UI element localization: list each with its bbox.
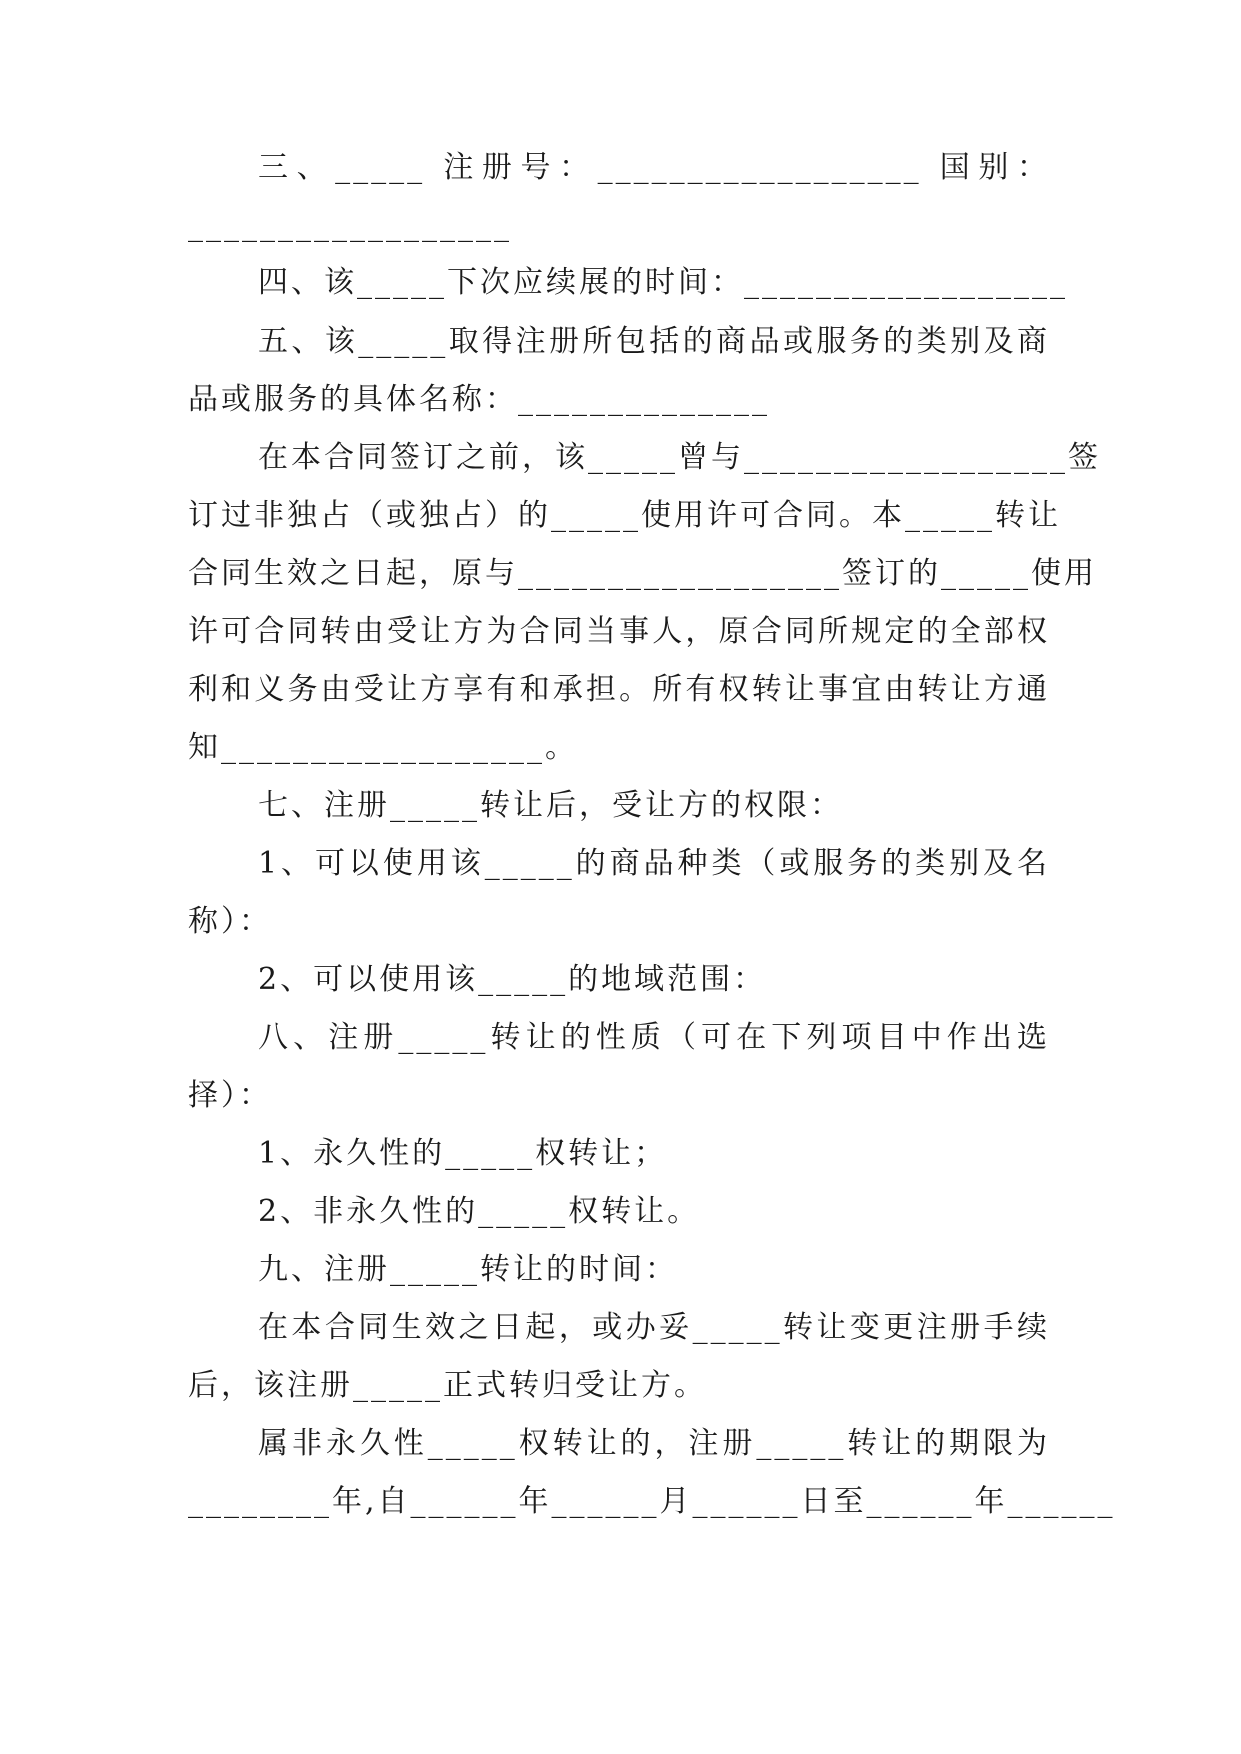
text-line: 九、注册_____转让的时间： bbox=[258, 1252, 678, 1287]
text-line: 在本合同生效之日起，或办妥_____转让变更注册手续 bbox=[258, 1310, 1050, 1345]
text-line: 八、注册_____转让的性质（可在下列项目中作出选 bbox=[258, 1020, 1050, 1055]
text-line: 订过非独占（或独占）的_____使用许可合同。本_____转让 bbox=[188, 498, 1061, 533]
text-line: 合同生效之日起，原与__________________签订的_____使用 bbox=[188, 556, 1097, 591]
text-line: 许可合同转由受让方为合同当事人，原合同所规定的全部权 bbox=[188, 614, 1050, 649]
text-line: 1、永久性的_____权转让； bbox=[258, 1136, 668, 1171]
text-line: 2、可以使用该_____的地域范围： bbox=[258, 962, 767, 997]
text-line: ________年,自______年______月______日至______年______ bbox=[188, 1484, 1116, 1519]
text-line: 四、该_____下次应续展的时间：__________________ bbox=[258, 265, 1068, 300]
text-line: 七、注册_____转让后，受让方的权限： bbox=[258, 788, 843, 823]
text-line: __________________ bbox=[188, 208, 512, 243]
text-line: 属非永久性_____权转让的，注册_____转让的期限为 bbox=[258, 1426, 1050, 1461]
text-line: 三、_____ 注册号：__________________ 国别： bbox=[258, 150, 1050, 185]
text-line: 利和义务由受让方享有和承担。所有权转让事宜由转让方通 bbox=[188, 672, 1050, 707]
text-line: 2、非永久性的_____权转让。 bbox=[258, 1194, 701, 1229]
text-line: 择）： bbox=[188, 1078, 272, 1113]
text-line: 称）： bbox=[188, 904, 272, 939]
text-line: 知__________________。 bbox=[188, 730, 578, 765]
text-line: 品或服务的具体名称：______________ bbox=[188, 382, 770, 417]
text-line: 1、可以使用该_____的商品种类（或服务的类别及名 bbox=[258, 846, 1050, 881]
text-line: 后，该注册_____正式转归受让方。 bbox=[188, 1368, 707, 1403]
text-line: 在本合同签订之前，该_____曾与__________________签 bbox=[258, 440, 1101, 475]
text-line: 五、该_____取得注册所包括的商品或服务的类别及商 bbox=[258, 324, 1050, 359]
